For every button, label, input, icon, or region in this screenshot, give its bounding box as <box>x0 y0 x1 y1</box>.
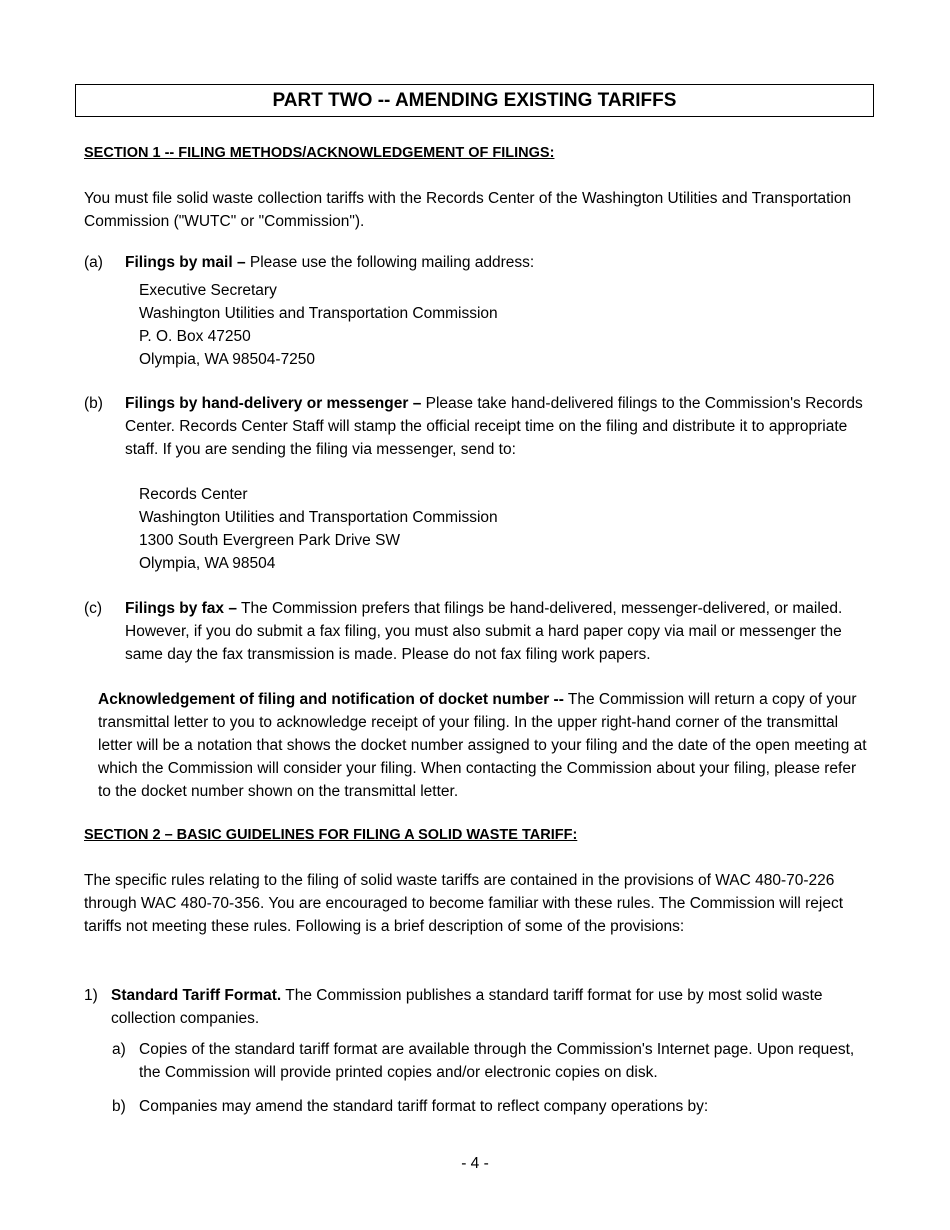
address-line: P. O. Box 47250 <box>139 328 251 345</box>
section-2-heading: SECTION 2 – BASIC GUIDELINES FOR FILING A SOLID WASTE TARIFF: <box>84 827 578 843</box>
item-text: The Commission publishes a standard tariff format for use by most solid waste collection companies. <box>111 987 823 1027</box>
item-text: The Commission prefers that filings be hand-delivered, messenger-delivered, or mailed. However, if you do submit a fax filing, you must also submit a hard paper copy via mail or messenger the same day the fax transmission is made. Please do not fax filing work papers. <box>125 600 843 663</box>
item-text: Please use the following mailing address: <box>245 254 535 271</box>
filing-method-hand-delivery <box>84 392 874 461</box>
subitem-text: Copies of the standard tariff format are available through the Commission's Internet page. Upon request, the Commission will provide printed copies and/or electronic copies on disk. <box>139 1041 855 1081</box>
page-number: - 4 - <box>461 1155 489 1172</box>
item-lead: Filings by mail – <box>125 254 246 271</box>
item-lead: Filings by hand-delivery or messenger – <box>125 395 422 412</box>
item-marker: (b) <box>84 395 103 412</box>
subitem-text: Companies may amend the standard tariff format to reflect company operations by: <box>139 1098 709 1115</box>
ack-text: The Commission will return a copy of your transmittal letter to you to acknowledge receipt of your filing. In the upper right-hand corner of the transmittal letter will be a notation that shows the docket number assigned to your filing and the date of the open meeting at which the Commission will consider your filing. When contacting the Commission about your filing, please refer to the docket number shown on the transmittal letter. <box>98 691 867 800</box>
address-line: 1300 South Evergreen Park Drive SW <box>139 532 401 549</box>
ack-lead: Acknowledgement of filing and notification of docket number -- <box>98 691 564 708</box>
item-marker: (a) <box>84 254 103 271</box>
address-line: Washington Utilities and Transportation Commission <box>139 509 498 526</box>
filing-method-mail <box>84 251 874 274</box>
address-line: Washington Utilities and Transportation Commission <box>139 305 498 322</box>
item-lead: Standard Tariff Format. <box>111 987 282 1004</box>
mailing-address <box>139 279 498 371</box>
guideline-item-1 <box>84 984 874 1030</box>
filing-method-fax <box>84 597 874 666</box>
acknowledgement-paragraph <box>98 688 870 803</box>
item-lead: Filings by fax – <box>125 600 237 617</box>
guideline-subitem-a <box>112 1038 872 1084</box>
item-marker: (c) <box>84 600 103 617</box>
address-line: Records Center <box>139 486 248 503</box>
page-title: PART TWO -- AMENDING EXISTING TARIFFS <box>75 84 874 117</box>
item-text: Please take hand-delivered filings to the Commission's Records Center. Records Center Staff will stamp the official receipt time on the filing and distribute it to appropriate staff. If you are sending the filing via messenger, send to: <box>125 395 863 458</box>
address-line: Olympia, WA 98504-7250 <box>139 351 316 368</box>
address-line: Olympia, WA 98504 <box>139 555 276 572</box>
item-marker: 1) <box>84 987 98 1004</box>
messenger-address <box>139 483 498 575</box>
guideline-subitem-b <box>112 1095 872 1118</box>
address-line: Executive Secretary <box>139 282 277 299</box>
subitem-marker: a) <box>112 1041 126 1058</box>
subitem-marker: b) <box>112 1098 126 1115</box>
section-1-intro: You must file solid waste collection tariffs with the Records Center of the Washington Utilities and Transportation Commission ("WUTC" or "Commission"). <box>84 190 852 230</box>
section-1-heading: SECTION 1 -- FILING METHODS/ACKNOWLEDGEMENT OF FILINGS: <box>84 145 555 161</box>
section-2-intro: The specific rules relating to the filing of solid waste tariffs are contained in the provisions of WAC 480-70-226 through WAC 480-70-356. You are encouraged to become familiar with these rules. The Commission will reject tariffs not meeting these rules. Following is a brief description of some of the provisions: <box>84 872 844 935</box>
